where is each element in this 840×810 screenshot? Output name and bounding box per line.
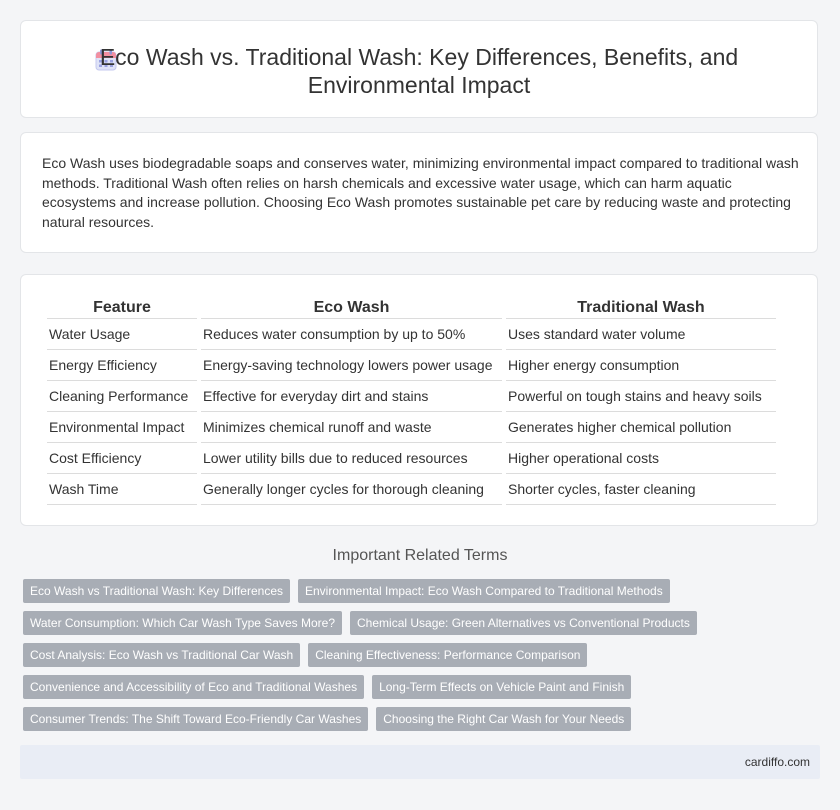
related-term-tag[interactable]: Choosing the Right Car Wash for Your Needs [376, 707, 631, 731]
table-cell: Energy Efficiency [47, 350, 197, 381]
table-cell: Higher energy consumption [506, 350, 776, 381]
table-row [47, 381, 776, 412]
related-term-tag[interactable]: Cost Analysis: Eco Wash vs Traditional Car Wash [23, 643, 300, 667]
related-term-tag[interactable]: Long-Term Effects on Vehicle Paint and Finish [372, 675, 631, 699]
table-cell: Wash Time [47, 474, 197, 505]
table-cell: Effective for everyday dirt and stains [201, 381, 502, 412]
title-line-1: Eco Wash vs. Traditional Wash: Key Differences, Benefits, and [99, 44, 739, 70]
table-cell: Generates higher chemical pollution [506, 412, 776, 443]
table-cell: Cleaning Performance [47, 381, 197, 412]
tag-row [23, 675, 823, 699]
table-cell: Shorter cycles, faster cleaning [506, 474, 776, 505]
table-row [47, 474, 776, 505]
footer-site-link[interactable]: cardiffo.com [744, 755, 810, 769]
table-cell: Lower utility bills due to reduced resources [201, 443, 502, 474]
intro-card [20, 132, 818, 253]
table-cell: Uses standard water volume [506, 319, 776, 350]
comparison-card [20, 274, 818, 526]
table-cell: Powerful on tough stains and heavy soils [506, 381, 776, 412]
table-cell: Energy-saving technology lowers power usage [201, 350, 502, 381]
related-terms-list [23, 579, 823, 739]
intro-text: Eco Wash uses biodegradable soaps and conserves water, minimizing environmental impact compared to traditional wash methods. Traditional Wash often relies on harsh chemicals and excessive water usage, which can harm aquatic ecosystems and increase pollution. Choosing Eco Wash promotes sustainable pet care by reducing waste and protecting natural resources. [42, 155, 799, 230]
tag-row [23, 611, 823, 635]
related-term-tag[interactable]: Water Consumption: Which Car Wash Type Saves More? [23, 611, 342, 635]
related-term-tag[interactable]: Consumer Trends: The Shift Toward Eco-Friendly Car Washes [23, 707, 368, 731]
title-line-2: Environmental Impact [307, 72, 531, 98]
related-terms-title: Important Related Terms [332, 547, 508, 564]
related-term-tag[interactable]: Convenience and Accessibility of Eco and Traditional Washes [23, 675, 364, 699]
table-row [47, 412, 776, 443]
tag-row [23, 643, 823, 667]
table-cell: Water Usage [47, 319, 197, 350]
header-feature: Feature [47, 296, 197, 319]
table-cell: Higher operational costs [506, 443, 776, 474]
header-card [20, 20, 818, 118]
table-row [47, 350, 776, 381]
footer [20, 745, 820, 779]
tag-row [23, 579, 823, 603]
related-term-tag[interactable]: Eco Wash vs Traditional Wash: Key Differences [23, 579, 290, 603]
table-cell: Minimizes chemical runoff and waste [201, 412, 502, 443]
table-row [47, 319, 776, 350]
comparison-table [43, 296, 780, 505]
table-cell: Cost Efficiency [47, 443, 197, 474]
page-title [21, 43, 817, 99]
related-term-tag[interactable]: Environmental Impact: Eco Wash Compared to Traditional Methods [298, 579, 670, 603]
tag-row [23, 707, 823, 731]
table-row [47, 443, 776, 474]
table-cell: Generally longer cycles for thorough cleaning [201, 474, 502, 505]
table-cell: Reduces water consumption by up to 50% [201, 319, 502, 350]
table-cell: Environmental Impact [47, 412, 197, 443]
related-term-tag[interactable]: Chemical Usage: Green Alternatives vs Conventional Products [350, 611, 697, 635]
related-term-tag[interactable]: Cleaning Effectiveness: Performance Comparison [308, 643, 587, 667]
header-eco-wash: Eco Wash [201, 296, 502, 319]
table-header-row [47, 296, 776, 319]
header-traditional-wash: Traditional Wash [506, 296, 776, 319]
